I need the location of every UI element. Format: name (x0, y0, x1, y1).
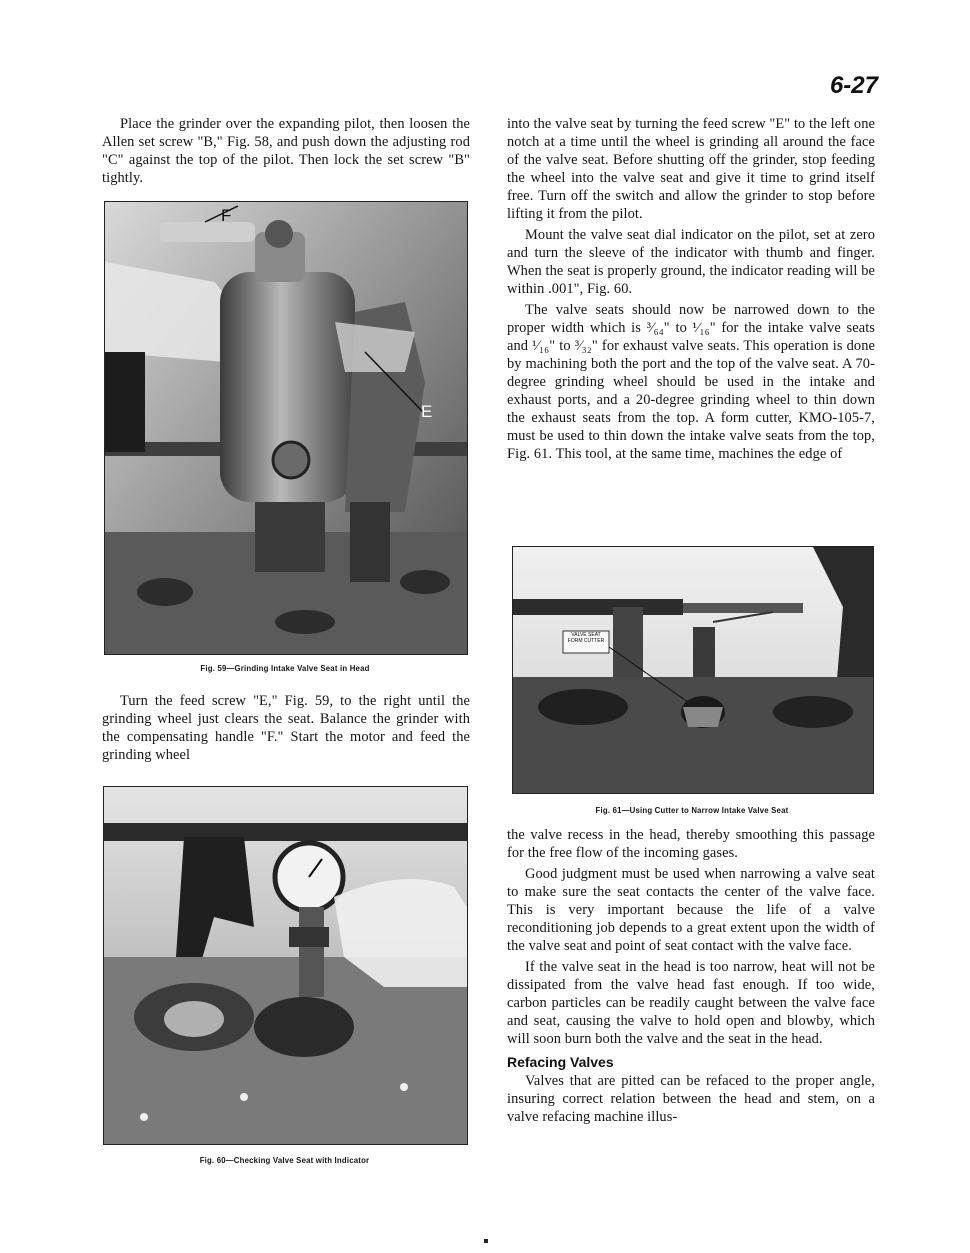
right-paragraph-7: Valves that are pitted can be refaced to the proper angle, insuring correct relation between the head and stem, on a valve refacing machine illus- (507, 1073, 875, 1125)
right-paragraph-3: The valve seats should now be narrowed down to the proper width which is ³⁄₆₄" to ¹⁄₁₆" for the intake valve seats and ¹⁄₁₆" to ³⁄₃₂" for exhaust valve seats. This operation is done by machining both the port and the top of the valve seat. A 70-degree grinding wheel should be used in the intake and exhaust ports, and a 20-degree grinding wheel to thin down the exhaust seats from the top. A form cutter, KMO-105-7, must be used to thin down the intake valve seats from the top, Fig. 61. This tool, at the same time, machines the edge of (507, 302, 875, 462)
label-e: E (421, 402, 433, 421)
right-paragraph-5: Good judgment must be used when narrowing a valve seat to make sure the seat contacts the center of the valve face. This is very important because the life of a valve reconditioning job depends to a great extent upon the width of the valve seat and point of seat contact with the valve face. (507, 866, 875, 954)
label-f: F (221, 206, 232, 225)
grinder-illustration (105, 202, 467, 654)
figure-59-caption: Fig. 59—Grinding Intake Valve Seat in Head (200, 664, 370, 673)
figure-59-photo (104, 201, 468, 655)
right-paragraph-2: Mount the valve seat dial indicator on the pilot, set at zero and turn the sleeve of the indicator with thumb and finger. When the seat is properly ground, the indicator reading will be within .001", Fig. 60. (507, 227, 875, 297)
indicator-illustration (104, 787, 467, 1144)
right-paragraph-1: into the valve seat by turning the feed screw "E" to the left one notch at a time until the wheel is grinding all around the face of the valve seat. Before shutting off the grinder, stop feeding the wheel into the valve seat and give it time to grind itself free. Turn off the switch and allow the grinder to stop before lifting it from the pilot. (507, 116, 875, 222)
figure-61-photo (512, 546, 874, 794)
cutter-illustration (513, 547, 873, 793)
right-paragraph-4: the valve recess in the head, thereby smoothing this passage for the free flow of the incoming gases. (507, 827, 875, 861)
section-heading-refacing-valves: Refacing Valves (507, 1054, 614, 1070)
figure-61-caption: Fig. 61—Using Cutter to Narrow Intake Valve Seat (595, 806, 789, 815)
page-mark (484, 1239, 488, 1243)
page-number: 6-27 (829, 72, 878, 99)
left-column-mid (102, 692, 470, 764)
figure-60-caption: Fig. 60—Checking Valve Seat with Indicator (199, 1156, 370, 1165)
left-paragraph-1: Place the grinder over the expanding pilot, then loosen the Allen set screw "B," Fig. 58, and push down the adjusting rod "C" against the top of the pilot. Then lock the set screw "B" tightly. (102, 116, 470, 186)
right-column-bottom (507, 826, 875, 1126)
right-paragraph-6: If the valve seat in the head is too narrow, heat will not be dissipated from the valve head fast enough. If too wide, carbon particles can be readily caught between the valve face and seat, causing the valve to hold open and blowby, which will soon burn both the valve and the seat in the head. (507, 959, 875, 1047)
right-column-top (507, 115, 875, 463)
valve-seat-form-cutter-tag: VALVE SEAT FORM CUTTER (567, 632, 605, 644)
figure-60-photo (103, 786, 468, 1145)
left-column-top (102, 115, 470, 187)
left-paragraph-2: Turn the feed screw "E," Fig. 59, to the right until the grinding wheel just clears the seat. Balance the grinder with the compensating handle "F." Start the motor and feed the grinding wheel (102, 693, 470, 763)
